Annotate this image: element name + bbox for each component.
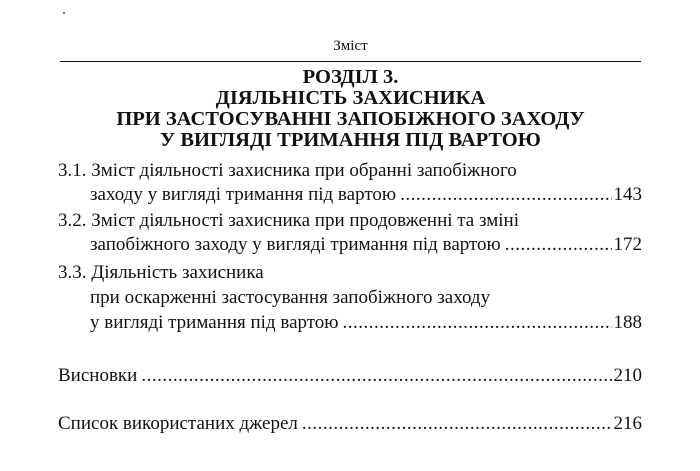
toc-entry-3-3-line-1[interactable] [58,261,264,285]
toc-entry-3-3-line-2[interactable] [90,286,490,310]
header-rule [60,61,641,62]
toc-entry-text: при оскарженні застосування запобіжного заходу [90,287,491,308]
toc-entry-text: заходу у вигляді тримання під вартою [90,184,397,205]
toc-entry-text: Список використаних джерел [58,413,298,434]
toc-entry-3-2-line-1[interactable] [58,209,519,233]
toc-entry-text: запобіжного заходу у вигляді тримання під вартою [90,234,501,255]
section-heading-line-1: РОЗДІЛ 3. [302,66,399,88]
dot-leader [141,364,611,388]
toc-entry-text: у вигляді тримання під вартою [90,312,339,333]
toc-page-number: 172 [613,234,642,255]
dot-leader [302,412,612,436]
section-heading-line-2: ДІЯЛЬНІСТЬ ЗАХИСНИКА [215,87,486,109]
toc-entry-3-1-line-2[interactable] [90,183,642,207]
dot-leader [343,311,612,335]
dot-leader [400,183,611,207]
toc-entry-text: 3.2. Зміст діяльності захисника при продовженні та зміні [58,210,519,231]
toc-entry-3-2-line-2[interactable] [90,233,642,257]
toc-entry-text: Висновки [58,365,138,386]
scan-speck [63,12,65,14]
toc-page-number: 216 [613,413,642,434]
toc-entry-3-3-line-3[interactable] [90,311,642,335]
section-heading-line-3: ПРИ ЗАСТОСУВАННІ ЗАПОБІЖНОГО ЗАХОДУ [116,108,585,130]
toc-page-number: 143 [613,184,642,205]
toc-entry-references[interactable] [58,412,642,436]
section-heading [60,67,641,151]
toc-entry-text: 3.1. Зміст діяльності захисника при обранні запобіжного [58,160,517,181]
dot-leader [505,233,612,257]
toc-entry-3-1-line-1[interactable] [58,159,517,183]
toc-page-number: 188 [613,312,642,333]
toc-page-number: 210 [613,365,642,386]
toc-entry-text: 3.3. Діяльність захисника [58,262,264,283]
section-heading-line-4: У ВИГЛЯДІ ТРИМАННЯ ПІД ВАРТОЮ [160,129,541,151]
running-head: Зміст [333,38,368,54]
toc-entry-conclusions[interactable] [58,364,642,388]
